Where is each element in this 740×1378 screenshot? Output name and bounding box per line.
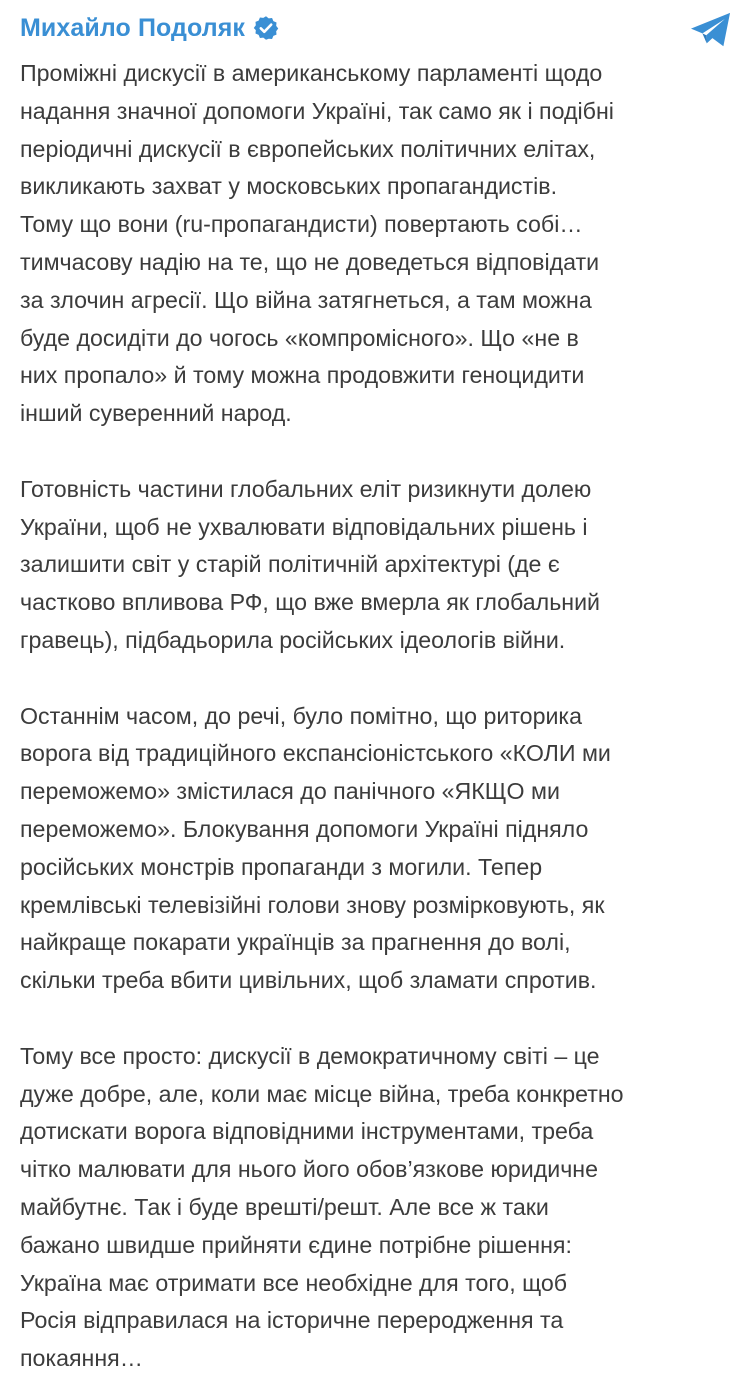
text-line: майбутнє. Так і буде врешті/решт. Але все ж таки bbox=[20, 1193, 549, 1220]
post-text bbox=[20, 55, 732, 1378]
text-line: інший суверенний народ. bbox=[20, 400, 292, 427]
verified-badge-icon bbox=[253, 15, 279, 41]
text-line: за злочин агресії. Що війна затягнеться, а там можна bbox=[20, 286, 592, 313]
text-line: них пропало» й тому можна продовжити геноцидити bbox=[20, 362, 585, 389]
paragraph-gap bbox=[20, 433, 732, 471]
text-line: ворога від традиційного експансіоністського «КОЛИ ми bbox=[20, 740, 611, 767]
text-line: переможемо». Блокування допомоги Україні підняло bbox=[20, 815, 589, 842]
post-paragraph bbox=[20, 1038, 732, 1378]
text-line: буде досидіти до чогось «компромісного». Що «не в bbox=[20, 324, 579, 351]
text-line: викликають захват у московських пропагандистів. bbox=[20, 173, 558, 200]
text-line: Росія відправилася на історичне переродження та bbox=[20, 1307, 564, 1334]
text-line: російських монстрів пропаганди з могили. Тепер bbox=[20, 853, 543, 880]
post-paragraph bbox=[20, 698, 732, 1000]
text-line: Україна має отримати все необхідне для того, щоб bbox=[20, 1269, 568, 1296]
text-line: частково впливова РФ, що вже вмерла як глобальний bbox=[20, 589, 600, 616]
text-line: України, щоб не ухвалювати відповідальних рішень і bbox=[20, 513, 588, 540]
text-line: тимчасову надію на те, що не доведеться відповідати bbox=[20, 248, 600, 275]
post-header bbox=[20, 8, 279, 48]
post-paragraph bbox=[20, 471, 732, 660]
text-line: чітко малювати для нього його обов’язкове юридичне bbox=[20, 1156, 598, 1183]
text-line: Тому що вони (ru-пропагандисти) повертають собі… bbox=[20, 211, 583, 238]
text-line: надання значної допомоги Україні, так само як і подібні bbox=[20, 97, 614, 124]
post-paragraph bbox=[20, 55, 732, 433]
text-line: дуже добре, але, коли має місце війна, треба конкретно bbox=[20, 1080, 624, 1107]
text-line: періодичні дискусії в європейських політичних елітах, bbox=[20, 135, 596, 162]
text-line: Проміжні дискусії в американському парламенті щодо bbox=[20, 60, 603, 86]
text-line: гравець), підбадьорила російських ідеологів війни. bbox=[20, 626, 566, 653]
text-line: переможемо» змістилася до панічного «ЯКЩО ми bbox=[20, 778, 560, 805]
author-name[interactable]: Михайло Подоляк bbox=[20, 13, 246, 42]
text-line: покаяння… bbox=[20, 1345, 143, 1372]
paragraph-gap bbox=[20, 660, 732, 698]
text-line: скільки треба вбити цивільних, щоб зламати спротив. bbox=[20, 967, 597, 994]
telegram-icon[interactable] bbox=[688, 10, 734, 50]
text-line: бажано швидше прийняти єдине потрібне рішення: bbox=[20, 1231, 572, 1258]
text-line: Тому все просто: дискусії в демократичному світі – це bbox=[20, 1042, 600, 1069]
text-line: кремлівські телевізійні голови знову розмірковують, як bbox=[20, 891, 605, 918]
text-line: найкраще покарати українців за прагнення до волі, bbox=[20, 929, 571, 956]
text-line: Останнім часом, до речі, було помітно, що риторика bbox=[20, 702, 582, 729]
paragraph-gap bbox=[20, 1000, 732, 1038]
text-line: Готовність частини глобальних еліт ризикнути долею bbox=[20, 475, 592, 502]
text-line: дотискати ворога відповідними інструментами, треба bbox=[20, 1118, 594, 1145]
text-line: залишити світ у старій політичній архітектурі (де є bbox=[20, 551, 560, 578]
